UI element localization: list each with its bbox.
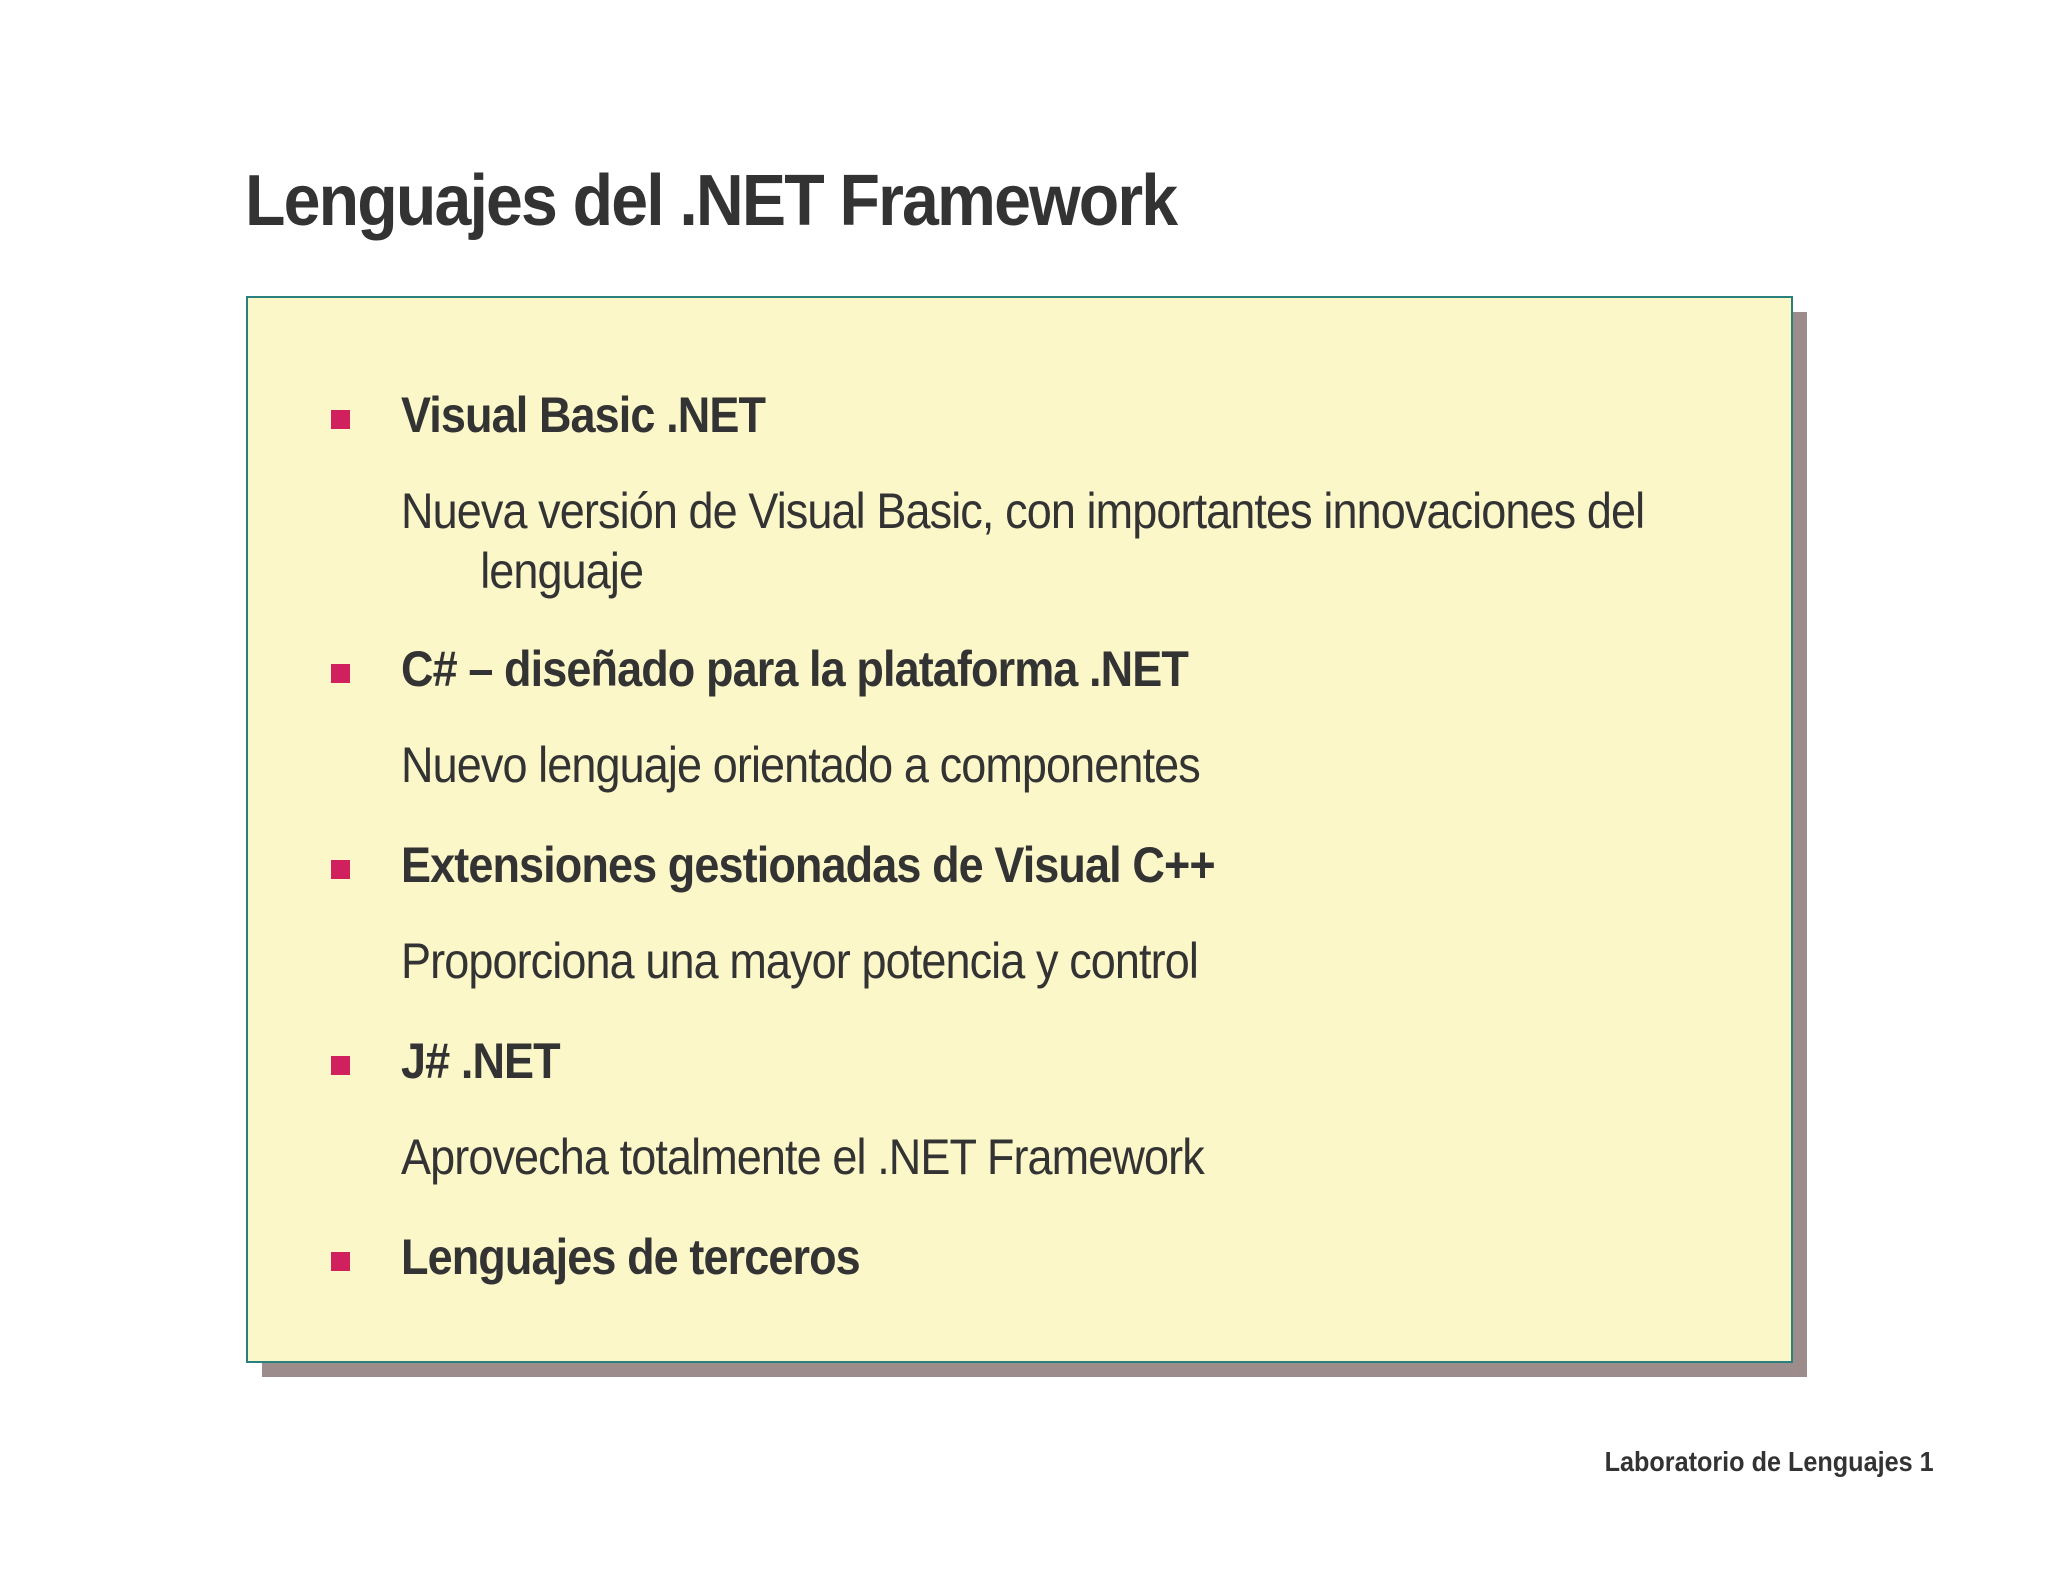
bullet-heading: Lenguajes de terceros: [401, 1229, 860, 1285]
bullet-heading: J# .NET: [401, 1033, 560, 1089]
slide-footer: Laboratorio de Lenguajes 1: [1604, 1446, 1934, 1477]
description-line: Nuevo lenguaje orientado a componentes: [401, 737, 1200, 793]
bullet-description: [401, 735, 1652, 795]
slide-title: Lenguajes del .NET Framework: [245, 161, 1177, 241]
description-line: Proporciona una mayor potencia y control: [401, 933, 1198, 989]
bullet-description: [401, 931, 1652, 991]
square-bullet-icon: [331, 664, 350, 683]
square-bullet-icon: [331, 1252, 350, 1271]
description-line: Aprovecha totalmente el .NET Framework: [401, 1129, 1204, 1185]
bullet-heading: Extensiones gestionadas de Visual C++: [401, 837, 1215, 893]
content-panel: [246, 296, 1793, 1363]
description-line: Nueva versión de Visual Basic, con importantes innovaciones del: [401, 483, 1645, 539]
bullet-description: [401, 1127, 1652, 1187]
bullet-heading: C# – diseñado para la plataforma .NET: [401, 641, 1188, 697]
bullet-heading: Visual Basic .NET: [401, 387, 766, 443]
bullet-description: [401, 481, 1652, 601]
square-bullet-icon: [331, 860, 350, 879]
description-line: lenguaje: [480, 543, 644, 599]
square-bullet-icon: [331, 410, 350, 429]
square-bullet-icon: [331, 1056, 350, 1075]
